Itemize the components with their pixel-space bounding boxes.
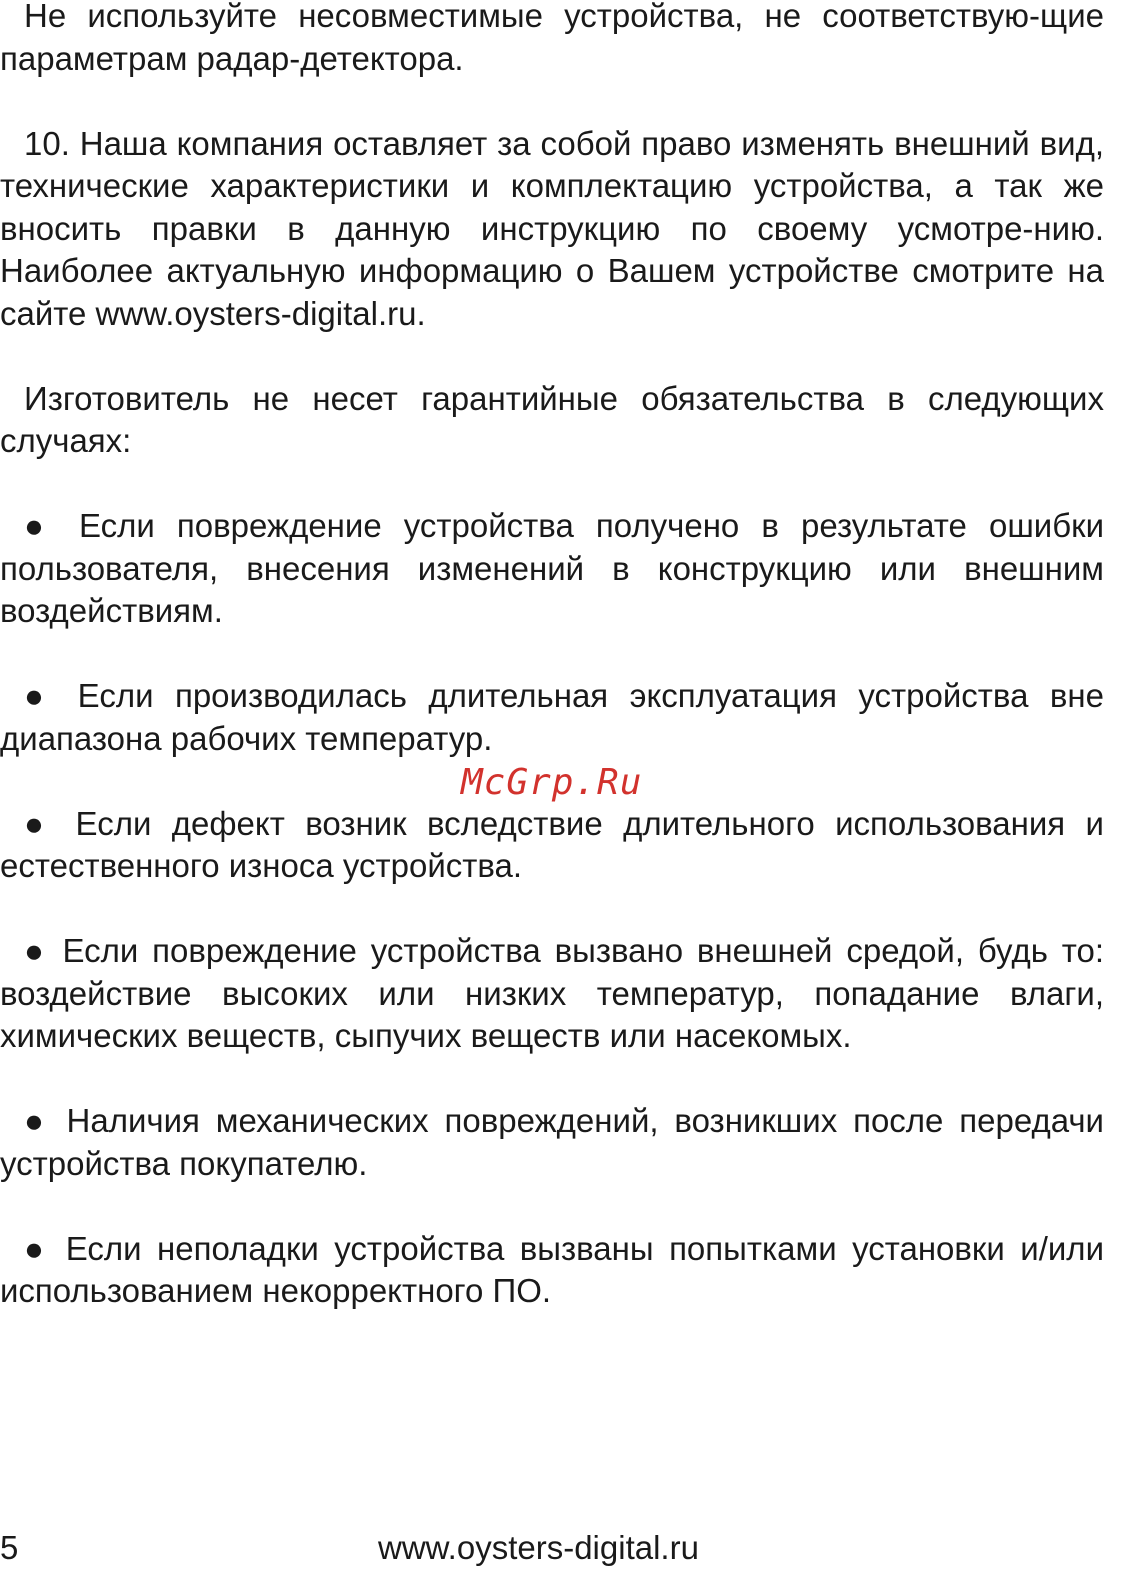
paragraph-incompatible-devices: Не используйте несовместимые устройства, не соответствую-щие параметрам радар-детектора. bbox=[0, 0, 1104, 77]
list-item-user-error: ● Если повреждение устройства получено в результате ошибки пользователя, внесения изменений в конструкцию или внешним воздействиям. bbox=[0, 507, 1104, 629]
paragraph-company-rights: 10. Наша компания оставляет за собой право изменять внешний вид, технические характеристики и комплектацию устройства, а так же вносить правки в данную инструкцию по своему усмотре-нию. Наиболее актуальную информацию о Вашем устройстве смотрите на сайте www.oysters-digital.ru. bbox=[0, 124, 1104, 332]
paragraph-warranty-intro: Изготовитель не несет гарантийные обязательства в следующих случаях: bbox=[0, 379, 1104, 459]
watermark: McGrp.Ru bbox=[461, 762, 643, 803]
list-item-wear: ● Если дефект возник вследствие длительного использования и естественного износа устройства. bbox=[0, 804, 1104, 884]
list-item-temperature: ● Если производилась длительная эксплуатация устройства вне диапазона рабочих температур. bbox=[0, 677, 1104, 757]
footer-url: www.oysters-digital.ru bbox=[378, 1529, 699, 1566]
list-item-software: ● Если неполадки устройства вызваны попытками установки и/или использованием некорректного ПО. bbox=[0, 1229, 1104, 1309]
list-item-mechanical-damage: ● Наличия механических повреждений, возникших после передачи устройства покупателю. bbox=[0, 1102, 1104, 1182]
page-number: 5 bbox=[0, 1529, 19, 1566]
list-item-environment: ● Если повреждение устройства вызвано внешней средой, будь то: воздействие высоких или низких температур, попадание влаги, химических веществ, сыпучих веществ или насекомых. bbox=[0, 932, 1104, 1054]
